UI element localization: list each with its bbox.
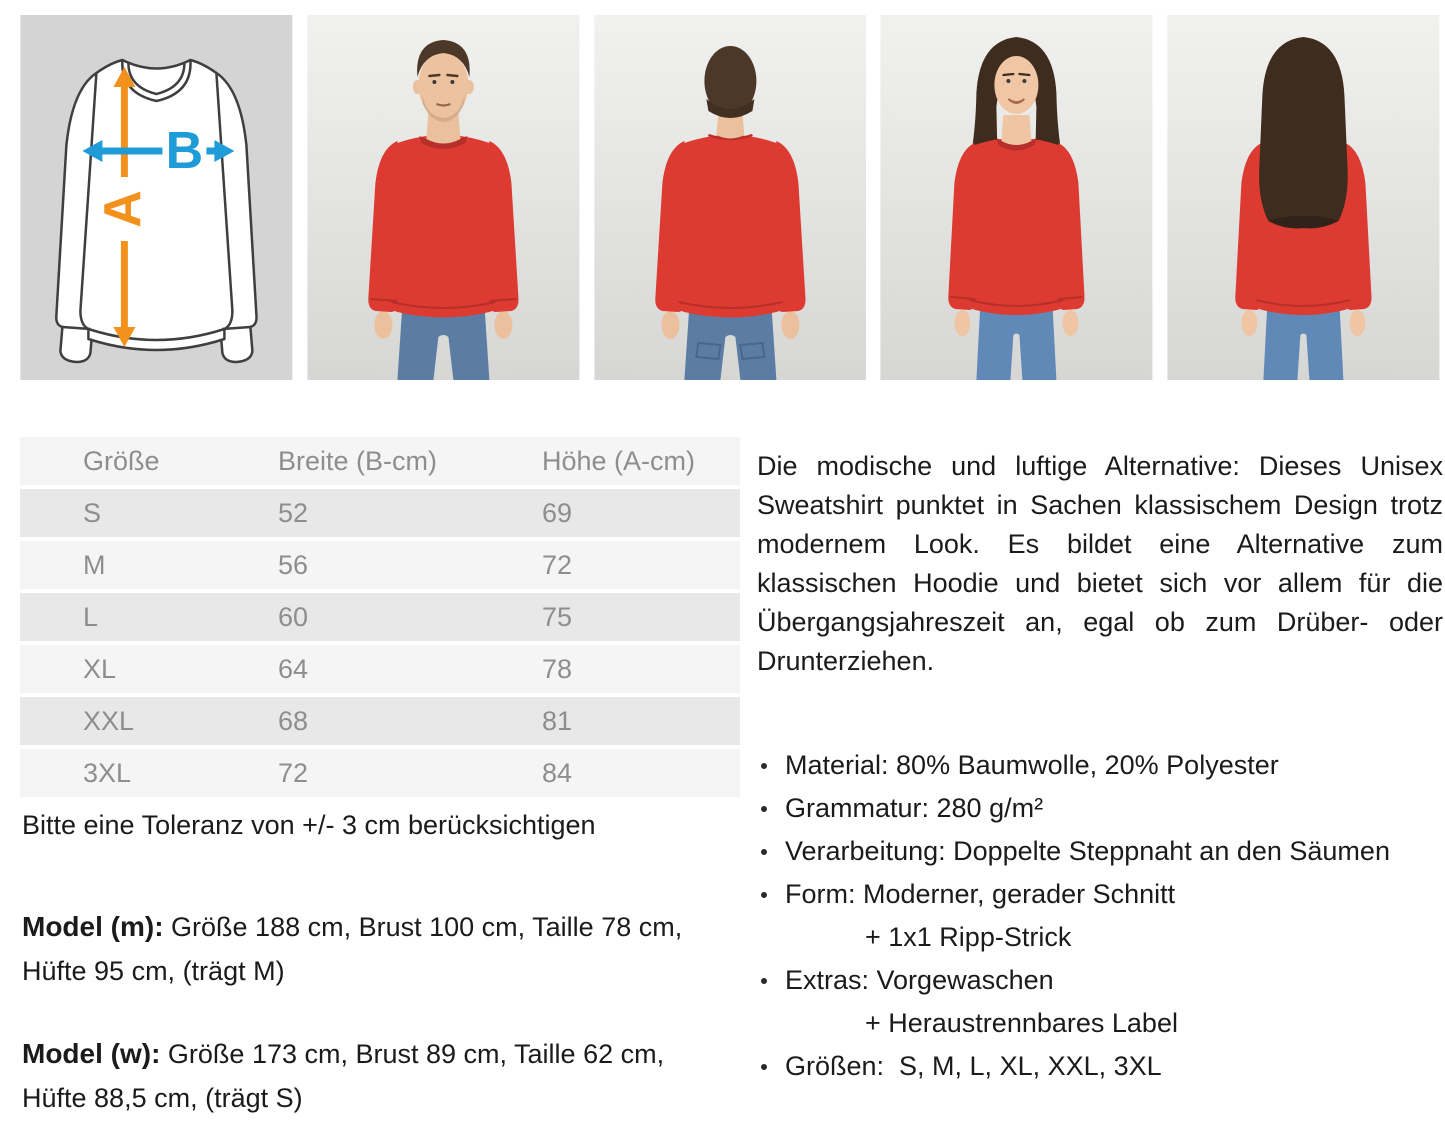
model-female-info <box>22 1032 717 1120</box>
cell-size: 3XL <box>83 757 132 788</box>
cell-width: 56 <box>278 549 309 580</box>
feature-list <box>757 744 1443 1088</box>
tolerance-note: Bitte eine Toleranz von +/- 3 cm berücksichtigen <box>22 810 596 840</box>
width-label: B <box>165 122 204 180</box>
face <box>995 56 1039 114</box>
bullet-dot <box>761 806 767 812</box>
product-photo-man-front <box>307 15 580 380</box>
hair-back <box>1259 37 1348 228</box>
feature-item-material <box>757 744 1443 787</box>
woman-front-svg <box>880 15 1153 380</box>
feature-text: Extras: Vorgewaschen <box>785 965 1054 995</box>
sweatshirt <box>949 138 1085 315</box>
product-gallery <box>20 15 1440 380</box>
bullet-dot <box>761 892 767 898</box>
model-female-label: Model (w): <box>22 1038 161 1069</box>
model-female-details: Größe 173 cm, Brust 89 cm, Taille 62 cm, Hüfte 88,5 cm, (trägt S) <box>22 1039 665 1113</box>
cell-width: 60 <box>278 601 309 632</box>
size-table-row-xl <box>20 645 740 693</box>
cell-width: 52 <box>278 497 309 528</box>
cell-width: 72 <box>278 757 309 788</box>
feature-item-groessen <box>757 1045 1443 1088</box>
feature-text: Grammatur: 280 g/m² <box>785 793 1044 823</box>
product-photo-man-back <box>594 15 867 380</box>
feature-extra: + 1x1 Ripp-Strick <box>865 922 1072 952</box>
size-table-row-l <box>20 593 740 641</box>
product-photo-woman-front <box>880 15 1153 380</box>
feature-extra: + Heraustrennbares Label <box>865 1008 1178 1038</box>
cell-height: 81 <box>542 705 573 736</box>
man-back-svg <box>594 15 867 380</box>
feature-text: Größen: S, M, L, XL, XXL, 3XL <box>785 1051 1162 1081</box>
model-male-label: Model (m): <box>22 911 164 942</box>
size-table-row-xxl <box>20 697 740 745</box>
feature-text: Material: 80% Baumwolle, 20% Polyester <box>785 750 1279 780</box>
size-table-row-3xl <box>20 749 740 797</box>
feature-text: Verarbeitung: Doppelte Steppnaht an den Säumen <box>785 836 1390 866</box>
feature-item-extras <box>757 959 1443 1045</box>
cell-height: 84 <box>542 757 573 788</box>
header-cell-height: Höhe (A-cm) <box>542 445 696 476</box>
feature-item-grammatur <box>757 787 1443 830</box>
size-diagram-svg <box>20 15 293 380</box>
bullet-dot <box>761 1064 767 1070</box>
size-table <box>20 437 740 797</box>
sweatshirt-outline <box>56 60 256 362</box>
cell-size: XXL <box>83 705 135 736</box>
woman-back-svg <box>1167 15 1440 380</box>
cell-size: XL <box>83 653 117 684</box>
cell-height: 75 <box>542 601 573 632</box>
cell-size: M <box>83 549 106 580</box>
size-table-header-row <box>20 437 740 485</box>
bullet-dot <box>761 849 767 855</box>
size-table-row-m <box>20 541 740 589</box>
product-photo-woman-back <box>1167 15 1440 380</box>
size-table-row-s <box>20 489 740 537</box>
sweatshirt <box>655 135 805 318</box>
header-cell-width: Breite (B-cm) <box>278 445 438 476</box>
cell-height: 69 <box>542 497 573 528</box>
feature-item-form <box>757 873 1443 959</box>
feature-item-verarbeitung <box>757 830 1443 873</box>
cell-width: 68 <box>278 705 309 736</box>
sweatshirt <box>368 135 518 318</box>
cell-width: 64 <box>278 653 309 684</box>
neck <box>1002 115 1032 145</box>
bullet-dot <box>761 763 767 769</box>
cell-size: S <box>83 497 102 528</box>
size-diagram <box>20 15 293 380</box>
man-front-svg <box>307 15 580 380</box>
bullet-dot <box>761 978 767 984</box>
feature-text: Form: Moderner, gerader Schnitt <box>785 879 1176 909</box>
model-male-details: Größe 188 cm, Brust 100 cm, Taille 78 cm, Hüfte 95 cm, (trägt M) <box>22 912 683 986</box>
header-cell-size: Größe <box>83 445 160 476</box>
cell-height: 72 <box>542 549 573 580</box>
height-label: A <box>94 190 153 228</box>
product-description: Die modische und luftige Alternative: Dieses Unisex Sweatshirt punktet in Sachen klassischem Design trotz modernem Look. Es bildet eine Alternative zum klassischen Hoodie und bietet sich vor allem für die Übergangsjahreszeit an, egal ob zum Drüber- oder Drunterziehen. <box>757 451 1443 676</box>
cell-height: 78 <box>542 653 573 684</box>
model-male-info <box>22 905 717 993</box>
cell-size: L <box>83 601 99 632</box>
